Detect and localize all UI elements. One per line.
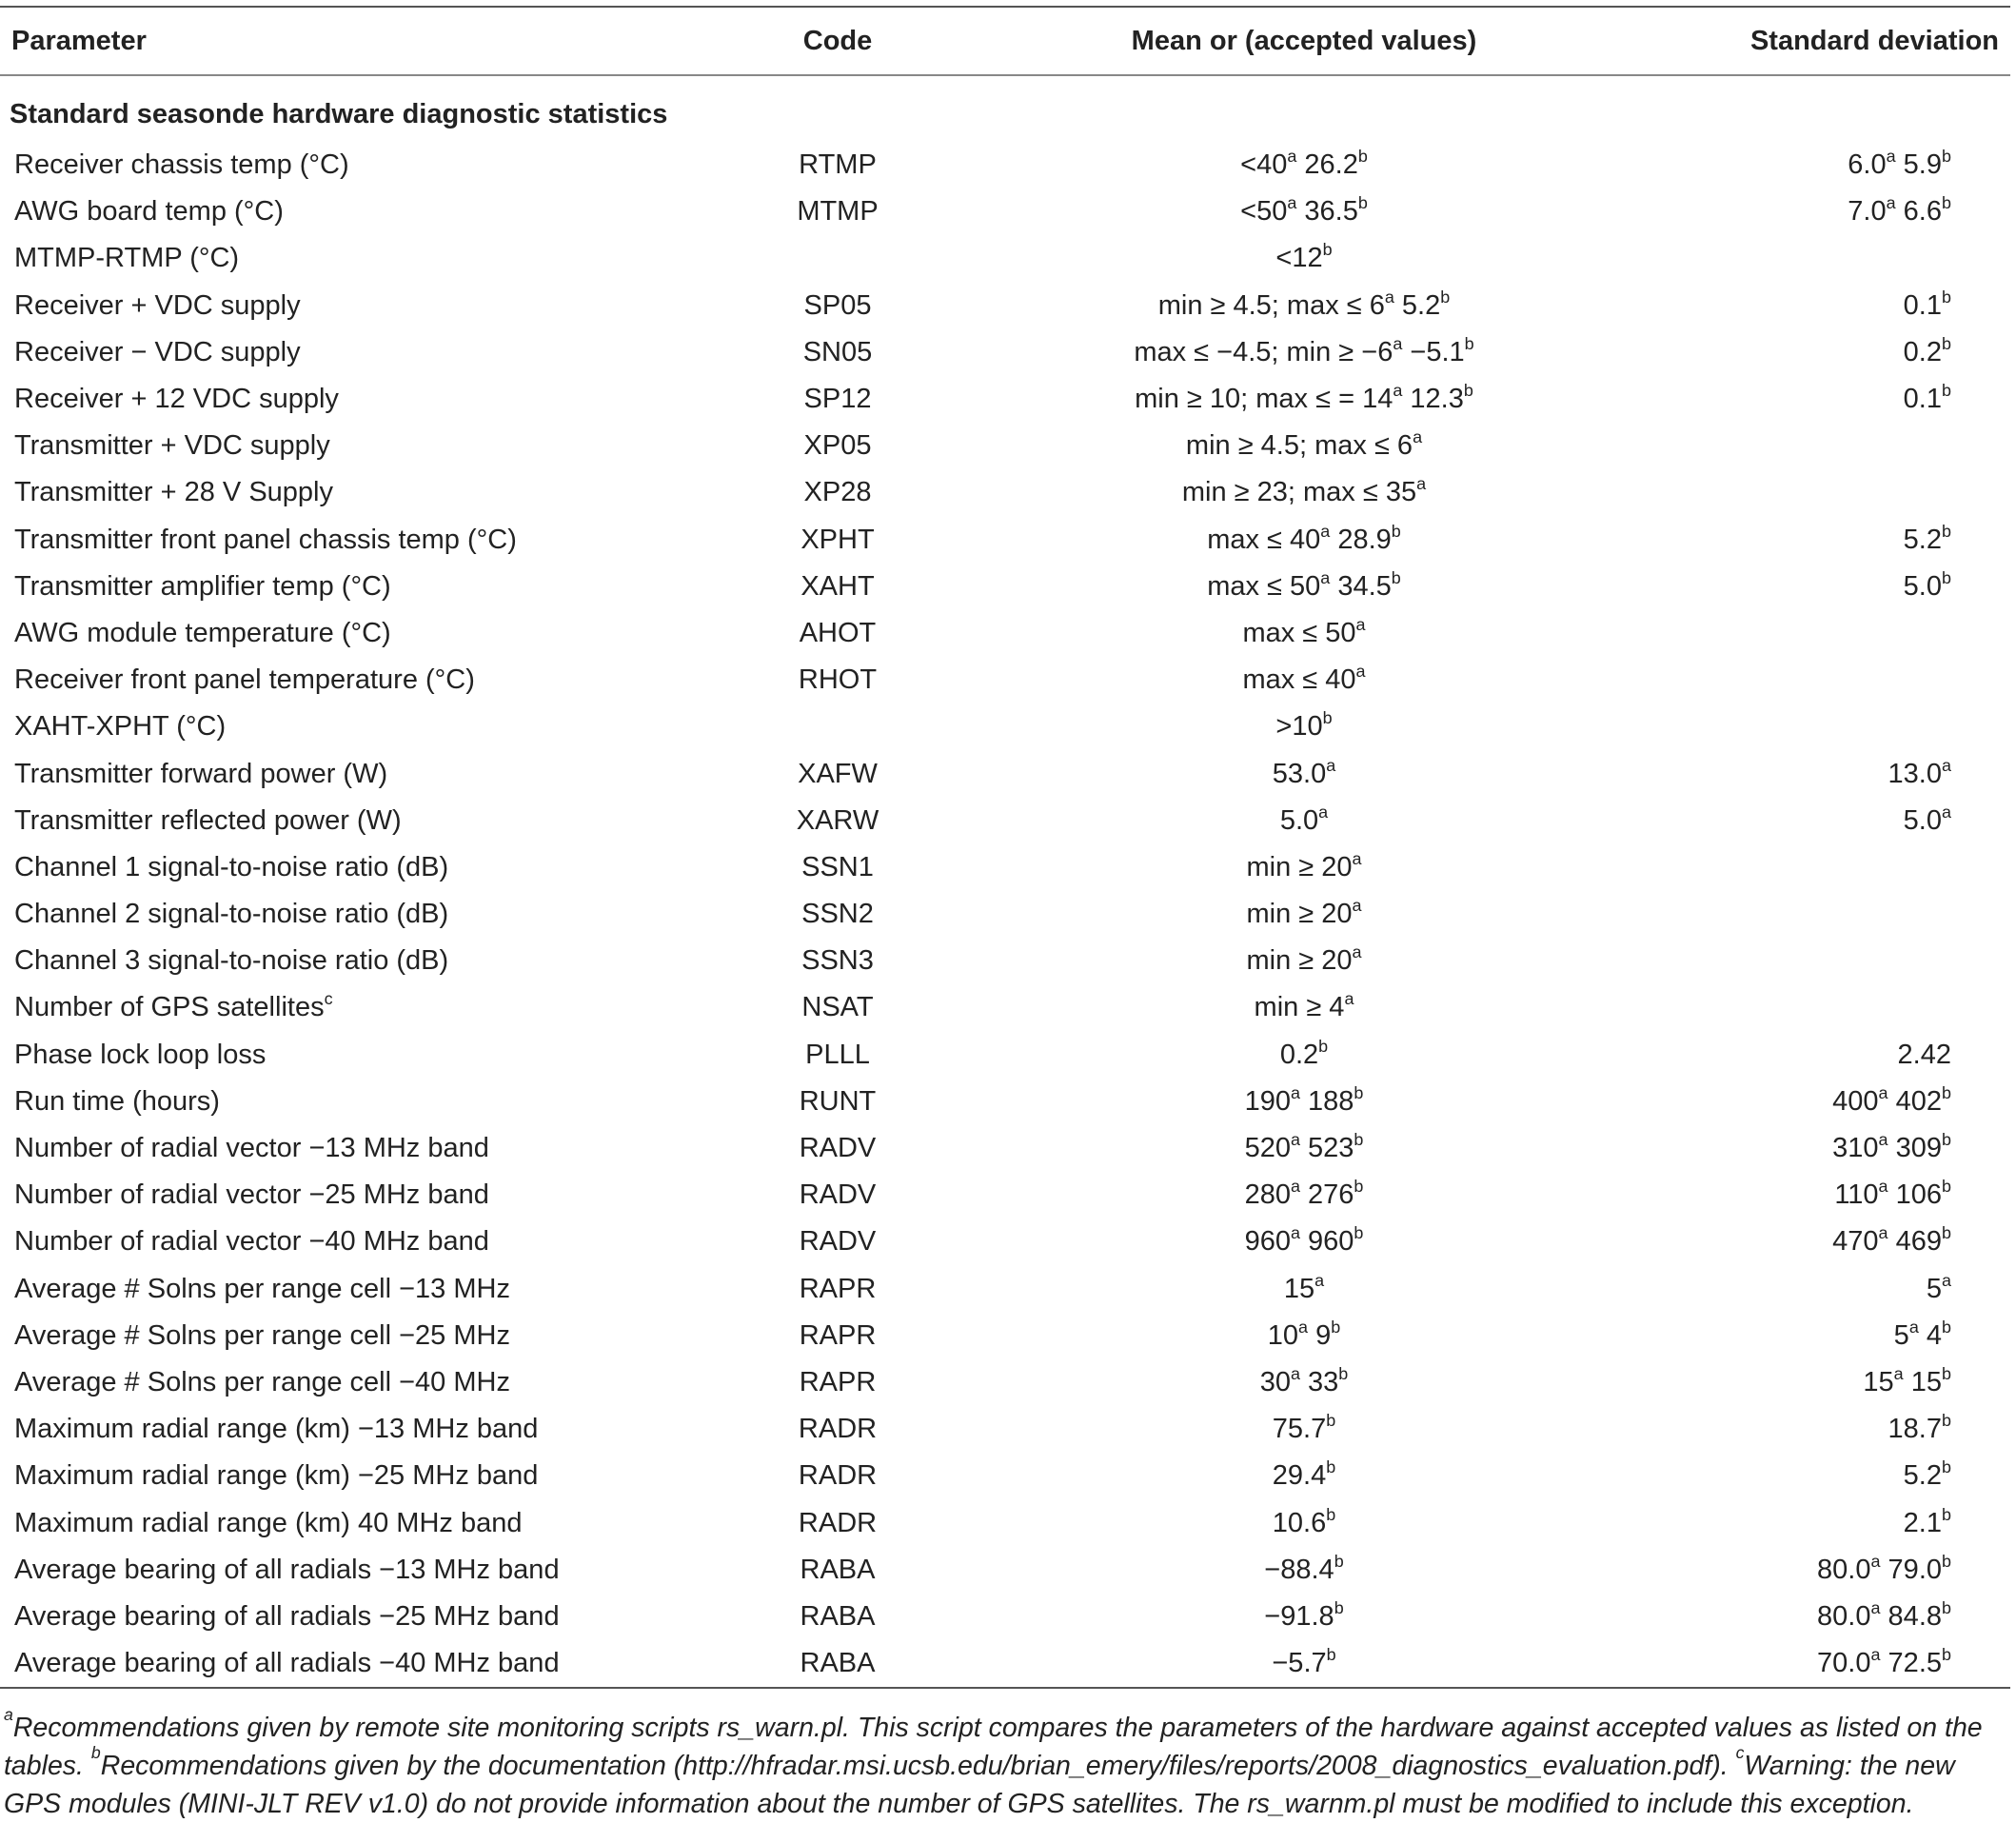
table-row <box>0 1266 2010 1313</box>
table-footnotes <box>4 1705 2012 1823</box>
cell-code: RABA <box>800 1554 876 1585</box>
cell-mean: 5.0$^a$ <box>1279 802 1329 836</box>
cell-parameter: Run time (hours) <box>14 1085 220 1117</box>
table-row <box>0 1640 2010 1688</box>
cell-standard-deviation: 310$^a$ 309$^b$ <box>1832 1130 1951 1164</box>
cell-standard-deviation <box>1675 938 2010 984</box>
cell-standard-deviation: 0.2$^b$ <box>1903 333 1951 367</box>
cell-mean: 15$^a$ <box>1283 1270 1325 1304</box>
cell-code: RADV <box>799 1133 877 1164</box>
cell-parameter: Maximum radial range (km) 40 MHz band <box>14 1507 523 1538</box>
cell-mean: 29.4$^b$ <box>1272 1457 1336 1492</box>
cell-code: SN05 <box>802 336 873 367</box>
cell-standard-deviation: 0.1$^b$ <box>1903 381 1951 415</box>
cell-parameter: Receiver chassis temp (°C) <box>14 149 349 181</box>
table-row <box>0 469 2010 516</box>
table-row <box>0 142 2010 188</box>
section-title: Standard seasonde hardware diagnostic statistics <box>10 98 668 129</box>
table-row <box>0 657 2010 703</box>
cell-code: RHOT <box>798 664 878 696</box>
cell-mean: $\min \ge 4^a$ <box>1254 989 1354 1023</box>
table-body <box>0 75 2010 1688</box>
cell-code: RTMP <box>799 149 877 181</box>
cell-parameter: Average bearing of all radials −13 MHz band <box>14 1554 560 1585</box>
cell-standard-deviation <box>1675 657 2010 703</box>
cell-standard-deviation: 80.0$^a$ 84.8$^b$ <box>1817 1597 1951 1632</box>
cell-parameter: Average bearing of all radials −25 MHz band <box>14 1600 560 1632</box>
cell-code: RAPR <box>799 1319 877 1351</box>
cell-mean: 10.6$^b$ <box>1272 1504 1336 1538</box>
footnote-a: Recommendations given by remote site monitoring scripts rs_warn.pl. This script compares the parameters of the hardware against accepted values as listed on the tables. <box>4 1713 1983 1781</box>
cell-parameter: Transmitter reflected power (W) <box>14 804 402 836</box>
cell-mean: 0.2$^b$ <box>1279 1036 1329 1070</box>
cell-parameter: Receiver + 12 VDC supply <box>14 384 339 415</box>
cell-code: RADR <box>798 1507 878 1538</box>
cell-standard-deviation: 5.2$^b$ <box>1903 521 1951 555</box>
cell-code: RABA <box>742 1640 933 1688</box>
cell-code: XPHT <box>800 524 875 555</box>
table-row <box>0 984 2010 1031</box>
table-row <box>0 423 2010 469</box>
cell-standard-deviation <box>1675 469 2010 516</box>
cell-standard-deviation: 80.0$^a$ 79.0$^b$ <box>1817 1551 1951 1585</box>
cell-standard-deviation <box>1675 984 2010 1031</box>
cell-standard-deviation <box>1675 423 2010 469</box>
cell-standard-deviation: 0.1$^b$ <box>1903 287 1951 321</box>
cell-mean: min ≥ 23; $\max \le 35^a$ <box>1181 474 1427 508</box>
cell-code: SSN1 <box>801 851 874 882</box>
cell-parameter: Average # Solns per range cell −25 MHz <box>14 1319 510 1351</box>
diagnostics-table <box>0 6 2010 1689</box>
cell-code: XAFW <box>798 758 878 789</box>
cell-parameter: Average # Solns per range cell −13 MHz <box>14 1273 510 1304</box>
cell-parameter: Phase lock loop loss <box>14 1039 267 1070</box>
cell-standard-deviation: 5$^a$ 4$^b$ <box>1893 1317 1951 1351</box>
table-row <box>0 844 2010 891</box>
section-row <box>0 75 2010 142</box>
table-row <box>0 610 2010 657</box>
cell-mean: 10$^a$ 9$^b$ <box>1267 1317 1341 1351</box>
table-row <box>0 1172 2010 1219</box>
cell-parameter: Transmitter + VDC supply <box>14 430 330 462</box>
cell-parameter: Maximum radial range (km) −13 MHz band <box>14 1414 539 1445</box>
cell-mean: 960$^a$ 960$^b$ <box>1244 1223 1364 1258</box>
table-row <box>0 376 2010 423</box>
table-row <box>0 329 2010 376</box>
cell-standard-deviation: 5.2$^b$ <box>1903 1457 1951 1492</box>
footnote-b-mark: b <box>90 1743 101 1762</box>
footnote-a-mark: a <box>4 1705 13 1724</box>
table-row <box>0 798 2010 844</box>
header-code: Code <box>742 7 933 75</box>
cell-code: RADV <box>799 1179 877 1211</box>
cell-standard-deviation: 5$^a$ <box>1926 1270 1951 1304</box>
cell-mean: max ≤ −4.5; $\min \ge -6^a -5.1^b$ <box>1134 333 1474 367</box>
table-row <box>0 1547 2010 1594</box>
cell-mean: $<40^a$ 26.2$^b$ <box>1240 147 1368 181</box>
table-header <box>0 7 2010 75</box>
cell-parameter: Channel 3 signal-to-noise ratio (dB) <box>14 945 449 977</box>
cell-code: SSN3 <box>801 945 874 977</box>
cell-standard-deviation: 470$^a$ 469$^b$ <box>1832 1223 1951 1258</box>
cell-parameter: AWG module temperature (°C) <box>14 617 391 648</box>
table-row <box>0 564 2010 610</box>
cell-mean: −91.8$^b$ <box>1264 1597 1344 1632</box>
cell-parameter: Receiver − VDC supply <box>14 336 301 367</box>
cell-parameter: Transmitter amplifier temp (°C) <box>14 570 391 602</box>
cell-mean: 190$^a$ 188$^b$ <box>1244 1082 1364 1117</box>
cell-parameter: Channel 1 signal-to-noise ratio (dB) <box>14 851 449 882</box>
table-row <box>0 1359 2010 1406</box>
cell-mean: 280$^a$ 276$^b$ <box>1244 1177 1364 1211</box>
cell-code <box>742 703 933 750</box>
cell-mean: min ≥ 10; max ≤ = $14^a$ 12.3$^b$ <box>1135 381 1473 415</box>
table-row <box>0 1032 2010 1079</box>
cell-mean: $<50^a$ 36.5$^b$ <box>1240 193 1368 228</box>
cell-mean: $\min \ge 20^a$ <box>1246 896 1362 930</box>
cell-mean: min ≥ 4.5; $\max \le 6^a$ 5.2$^b$ <box>1157 287 1451 321</box>
cell-mean: $<12^b$ <box>1275 240 1333 274</box>
table-row <box>0 188 2010 235</box>
cell-parameter: Channel 2 signal-to-noise ratio (dB) <box>14 899 449 930</box>
cell-parameter: MTMP-RTMP (°C) <box>14 243 240 274</box>
table-row <box>0 891 2010 938</box>
cell-standard-deviation: 110$^a$ 106$^b$ <box>1834 1177 1951 1211</box>
cell-standard-deviation: 18.7$^b$ <box>1888 1411 1951 1445</box>
header-mean: Mean or (accepted values) <box>933 7 1675 75</box>
cell-parameter: Transmitter front panel chassis temp (°C) <box>14 524 517 555</box>
table-row <box>0 938 2010 984</box>
cell-standard-deviation: 400$^a$ 402$^b$ <box>1832 1082 1951 1117</box>
table-row <box>0 1406 2010 1453</box>
cell-parameter: XAHT-XPHT (°C) <box>14 711 227 743</box>
cell-standard-deviation <box>1675 610 2010 657</box>
cell-standard-deviation: 13.0$^a$ <box>1888 755 1951 789</box>
cell-standard-deviation: 2.1$^b$ <box>1903 1504 1951 1538</box>
cell-mean: $\min \ge 20^a$ <box>1246 848 1362 882</box>
table-row <box>0 1453 2010 1499</box>
footnote-b: Recommendations given by the documentation (http://hfradar.msi.ucsb.edu/brian_emery/files/reports/2008_diagnostics_evaluation.pdf). <box>100 1751 1729 1781</box>
cell-standard-deviation <box>1675 844 2010 891</box>
cell-code: RADV <box>799 1226 877 1258</box>
footnote-c-mark: c <box>1735 1743 1745 1762</box>
cell-standard-deviation: 6.0$^a$ 5.9$^b$ <box>1848 147 1951 181</box>
cell-mean: 520$^a$ 523$^b$ <box>1244 1130 1364 1164</box>
cell-parameter: Number of radial vector −13 MHz band <box>14 1133 489 1164</box>
table-row <box>0 750 2010 797</box>
cell-code: RAPR <box>799 1273 877 1304</box>
cell-code: SSN2 <box>801 899 874 930</box>
cell-parameter: Receiver front panel temperature (°C) <box>14 664 475 696</box>
cell-mean: $\min \ge 20^a$ <box>1246 942 1362 977</box>
cell-mean: 30$^a$ 33$^b$ <box>1259 1363 1349 1397</box>
cell-standard-deviation: 15$^a$ 15$^b$ <box>1863 1363 1951 1397</box>
table-row <box>0 1219 2010 1265</box>
cell-code <box>742 235 933 282</box>
footnote-c: Warning: the new GPS modules (MINI-JLT REV v1.0) do not provide information about the number of GPS satellites. The rs_warnm.pl must be modified to include this exception. <box>4 1751 1955 1819</box>
cell-code: NSAT <box>801 992 874 1023</box>
cell-mean: −88.4$^b$ <box>1264 1551 1344 1585</box>
table-row <box>0 1313 2010 1359</box>
cell-mean: $\max \le 40^a$ 28.9$^b$ <box>1207 521 1401 555</box>
cell-mean: 53.0$^a$ <box>1272 755 1336 789</box>
cell-mean: −5.7$^b$ <box>933 1640 1675 1688</box>
cell-parameter: Transmitter forward power (W) <box>14 758 388 789</box>
table-row <box>0 1594 2010 1640</box>
table-row <box>0 235 2010 282</box>
cell-mean: 75.7$^b$ <box>1272 1411 1336 1445</box>
cell-code: PLLL <box>805 1039 870 1070</box>
cell-code: XP05 <box>803 430 872 462</box>
cell-standard-deviation: 7.0$^a$ 6.6$^b$ <box>1848 193 1951 228</box>
header-parameter: Parameter <box>0 7 742 75</box>
cell-code: XP28 <box>803 477 872 508</box>
cell-standard-deviation: 5.0$^a$ <box>1903 802 1951 836</box>
cell-parameter: Average # Solns per range cell −40 MHz <box>14 1366 510 1397</box>
cell-code: XAHT <box>800 570 875 602</box>
cell-parameter: Number of GPS satellites$^c$ <box>14 989 333 1023</box>
cell-code: SP05 <box>803 289 872 321</box>
cell-parameter: Number of radial vector −40 MHz band <box>14 1226 489 1258</box>
header-standard-deviation: Standard deviation <box>1675 7 2010 75</box>
cell-standard-deviation: 70.0$^a$ 72.5$^b$ <box>1675 1640 2010 1688</box>
cell-mean: $\max \le 40^a$ <box>1242 662 1366 696</box>
cell-code: AHOT <box>799 617 877 648</box>
cell-parameter: AWG board temp (°C) <box>14 196 284 228</box>
table-row <box>0 703 2010 750</box>
cell-standard-deviation: 5.0$^b$ <box>1903 567 1951 602</box>
cell-code: RADR <box>798 1414 878 1445</box>
cell-mean: min ≥ 4.5; $\max \le 6^a$ <box>1185 427 1423 462</box>
cell-code: RABA <box>800 1600 876 1632</box>
cell-mean: $\max \le 50^a$ 34.5$^b$ <box>1207 567 1401 602</box>
cell-code: RADR <box>798 1460 878 1492</box>
table-row <box>0 1125 2010 1172</box>
cell-mean: $>10^b$ <box>1275 708 1333 743</box>
table-row <box>0 1079 2010 1125</box>
cell-code: RUNT <box>799 1085 877 1117</box>
cell-standard-deviation: 2.42 <box>1897 1039 1951 1070</box>
cell-parameter: Average bearing of all radials −40 MHz band <box>0 1640 742 1688</box>
cell-parameter: Number of radial vector −25 MHz band <box>14 1179 489 1211</box>
table-row <box>0 283 2010 329</box>
cell-code: SP12 <box>803 384 872 415</box>
cell-code: MTMP <box>797 196 879 228</box>
cell-standard-deviation <box>1675 891 2010 938</box>
cell-standard-deviation <box>1675 703 2010 750</box>
cell-code: XARW <box>796 804 880 836</box>
cell-parameter: Maximum radial range (km) −25 MHz band <box>14 1460 539 1492</box>
table-row <box>0 1499 2010 1546</box>
cell-parameter: Receiver + VDC supply <box>14 289 301 321</box>
cell-standard-deviation <box>1675 235 2010 282</box>
table-row <box>0 517 2010 564</box>
cell-parameter: Transmitter + 28 V Supply <box>14 477 333 508</box>
cell-code: RAPR <box>799 1366 877 1397</box>
cell-mean: $\max \le 50^a$ <box>1242 614 1366 648</box>
